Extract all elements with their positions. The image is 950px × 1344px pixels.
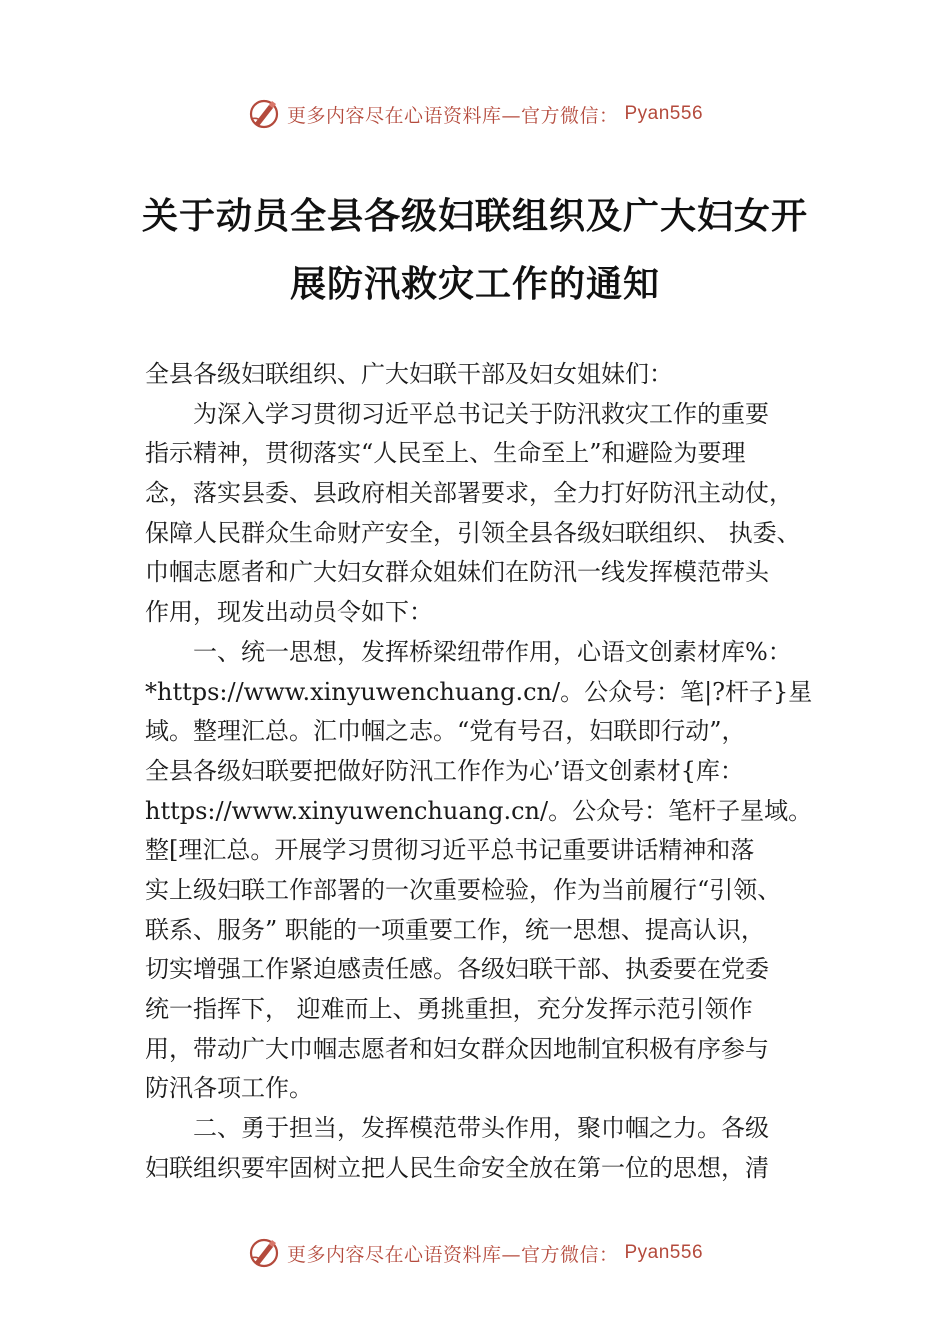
header-watermark <box>0 97 950 131</box>
body-line: 全县各级妇联要把做好防汛工作作为心’语文创素材{库： <box>145 756 744 785</box>
body-line: 二、勇于担当，发挥模范带头作用，聚巾帼之力。各级 <box>145 1114 769 1143</box>
document-title-line-2: 展防汛救灾工作的通知 <box>289 263 660 305</box>
body-line: 作用，现发出动员令如下： <box>145 598 433 627</box>
watermark-handle: Pyan556 <box>624 103 704 124</box>
body-line: 统一指挥下， 迎难而上、勇挑重担，充分发挥示范引领作 <box>145 995 753 1023</box>
body-line: 实上级妇联工作部署的一次重要检验，作为当前履行“引领、 <box>145 875 782 904</box>
body-line: 整[理汇总。开展学习贯彻习近平总书记重要讲话精神和落 <box>145 836 755 865</box>
body-line: 念，落实县委、县政府相关部署要求，全力打好防汛主动仗， <box>145 479 793 508</box>
body-line: 巾帼志愿者和广大妇女群众姐妹们在防汛一线发挥模范带头 <box>145 558 769 587</box>
body-line: 联系、服务” 职能的一项重要工作，统一思想、提高认识， <box>145 915 765 944</box>
watermark-handle: Pyan556 <box>624 1242 704 1263</box>
body-line: 防汛各项工作。 <box>145 1074 313 1103</box>
body-line: 用，带动广大巾帼志愿者和妇女群众因地制宜积极有序参与 <box>145 1034 769 1063</box>
pen-logo-icon <box>247 1236 281 1270</box>
document-body <box>145 355 817 1188</box>
pen-logo-icon <box>247 97 281 131</box>
document-title-line-1: 关于动员全县各级妇联组织及广大妇女开 <box>141 195 808 237</box>
body-line: 为深入学习贯彻习近平总书记关于防汛救灾工作的重要 <box>145 399 769 428</box>
body-line: 保障人民群众生命财产安全，引领全县各级妇联组织、 执委、 <box>145 518 801 547</box>
body-line: 切实增强工作紧迫感责任感。各级妇联干部、执委要在党委 <box>145 955 769 984</box>
watermark-text: 更多内容尽在心语资料库—官方微信： <box>286 1243 619 1266</box>
body-line: 妇联组织要牢固树立把人民生命安全放在第一位的思想，清 <box>145 1153 769 1182</box>
body-line: *https://www.xinyuwenchuang.cn/。公众号：笔|?杆子}星 <box>145 677 813 706</box>
body-line: 域。整理汇总。汇巾帼之志。“党有号召，妇联即行动”， <box>145 717 746 746</box>
body-line: 一、统一思想，发挥桥梁纽带作用，心语文创素材库%： <box>145 637 792 666</box>
body-line: 指示精神，贯彻落实“人民至上、生命至上”和避险为要理 <box>145 439 746 468</box>
footer-watermark <box>0 1236 950 1270</box>
body-line: 全县各级妇联组织、广大妇联干部及妇女姐妹们： <box>145 360 673 388</box>
watermark-text: 更多内容尽在心语资料库—官方微信： <box>286 104 619 127</box>
body-line: https://www.xinyuwenchuang.cn/。公众号：笔杆子星域。 <box>145 796 813 825</box>
